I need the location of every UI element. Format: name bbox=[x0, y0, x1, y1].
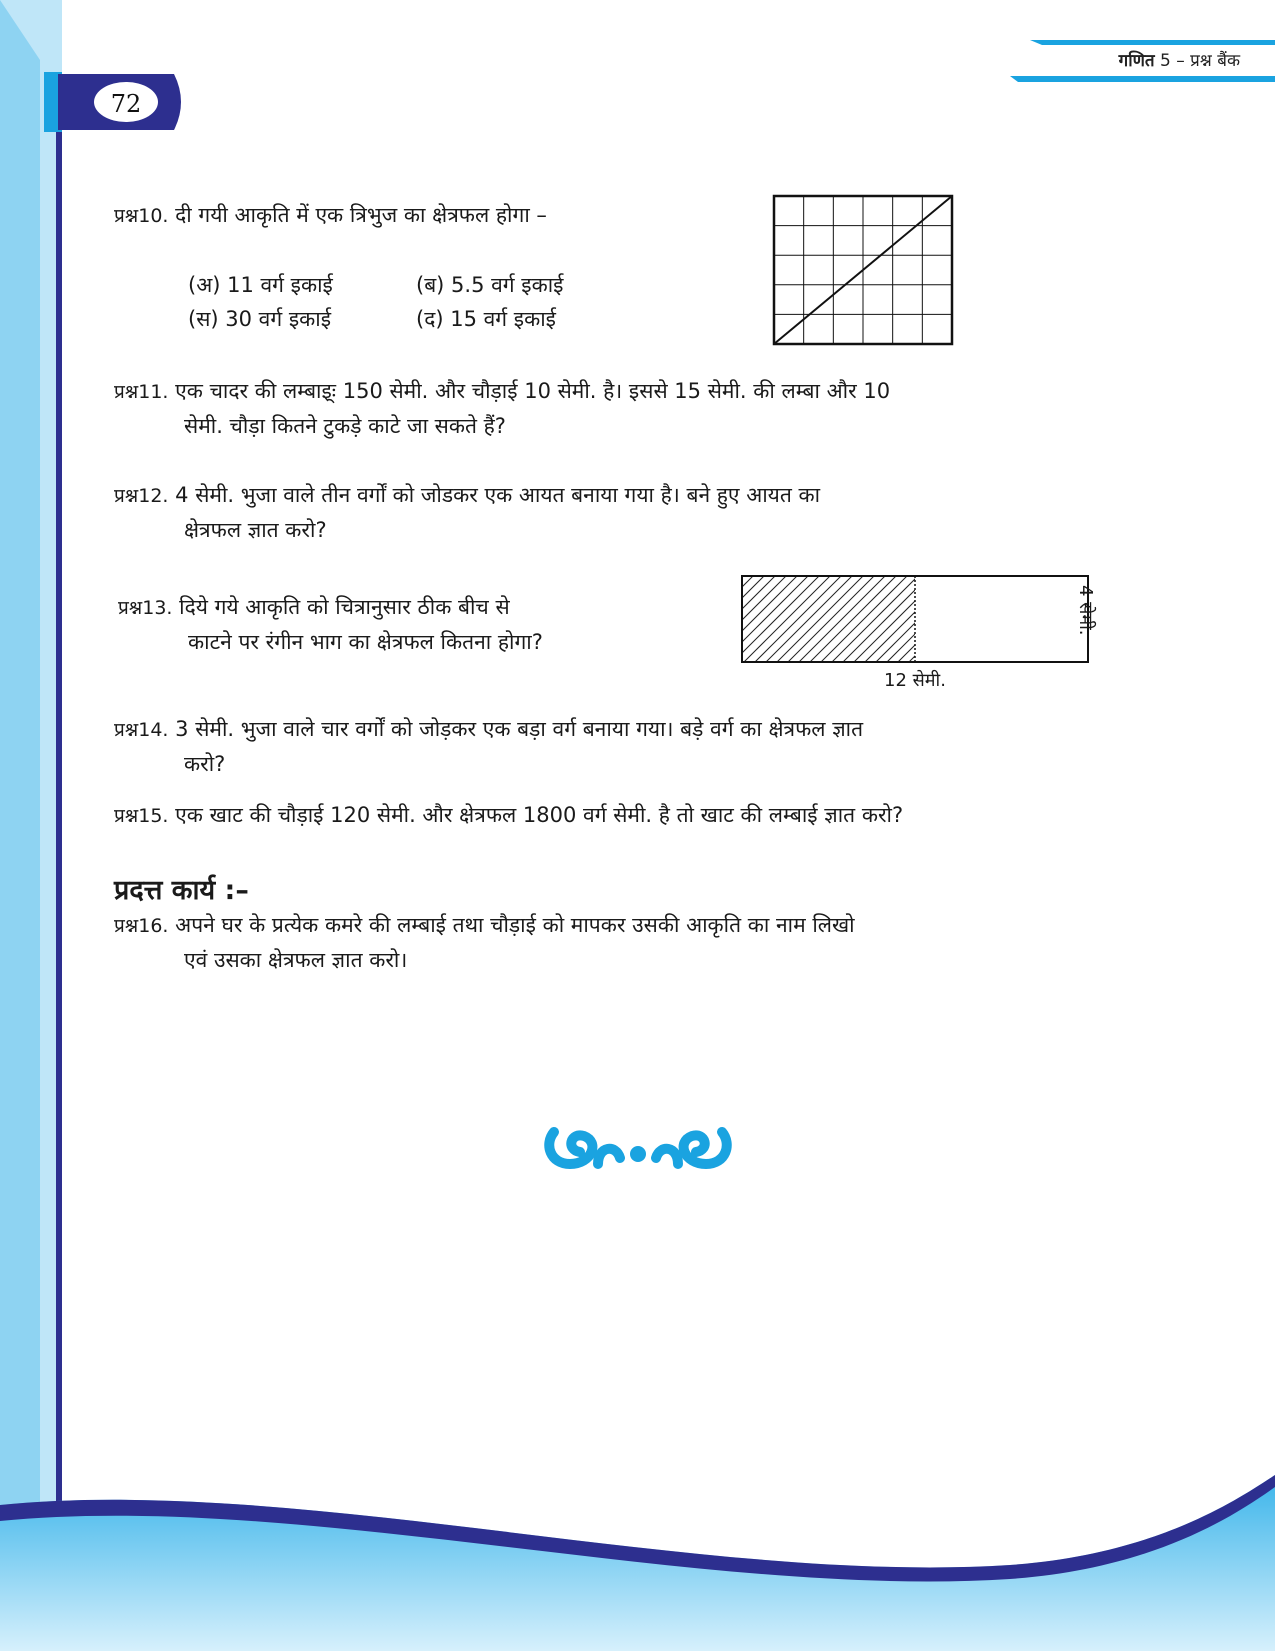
question-label: प्रश्न10. bbox=[114, 205, 169, 227]
question-label: प्रश्न12. bbox=[114, 485, 169, 507]
question-label: प्रश्न14. bbox=[114, 719, 169, 741]
question-text: दी गयी आकृति में एक त्रिभुज का क्षेत्रफल होगा – bbox=[175, 203, 547, 227]
option-c: (स) 30 वर्ग इकाई bbox=[188, 307, 332, 331]
shaded-half bbox=[740, 576, 1083, 662]
triangle-grid-figure bbox=[772, 194, 954, 346]
bottom-wave-decoration bbox=[0, 1465, 1275, 1651]
rectangle-width-label: 12 सेमी. bbox=[884, 670, 946, 691]
question-label: प्रश्न11. bbox=[114, 381, 169, 403]
question-10 bbox=[114, 198, 754, 233]
question-text-line2: सेमी. चौड़ा कितने टुकड़े काटे जा सकते हैं? bbox=[184, 414, 506, 438]
question-label: प्रश्न13. bbox=[118, 597, 173, 619]
question-text-line2: क्षेत्रफल ज्ञात करो? bbox=[184, 518, 327, 542]
page-number: 72 bbox=[110, 90, 142, 118]
question-text-line1: एक चादर की लम्बाइ्ः 150 सेमी. और चौड़ाई 10 सेमी. है। इससे 15 सेमी. की लम्बा और 10 bbox=[175, 379, 891, 403]
option-a: (अ) 11 वर्ग इकाई bbox=[188, 273, 333, 297]
question-text-line2: एवं उसका क्षेत्रफल ज्ञात करो। bbox=[184, 948, 408, 972]
question-text-line2: करो? bbox=[184, 752, 226, 776]
header-title bbox=[1000, 48, 1240, 71]
question-14 bbox=[114, 712, 1214, 781]
question-13 bbox=[118, 590, 718, 659]
question-label: प्रश्न15. bbox=[114, 805, 169, 827]
question-11 bbox=[114, 374, 1194, 443]
question-text-line2: काटने पर रंगीन भाग का क्षेत्रफल कितना होगा? bbox=[188, 630, 543, 654]
question-15 bbox=[114, 798, 1234, 833]
header-title-rest: 5 – प्रश्न बैंक bbox=[1160, 51, 1240, 71]
question-label: प्रश्न16. bbox=[114, 915, 169, 937]
question-10-options bbox=[188, 268, 708, 336]
question-12 bbox=[114, 478, 1194, 547]
question-text-line1: 4 सेमी. भुजा वाले तीन वर्गों को जोडकर एक आयत बनाया गया है। बने हुए आयत का bbox=[175, 483, 821, 507]
question-text-line1: एक खाट की चौड़ाई 120 सेमी. और क्षेत्रफल 1800 वर्ग सेमी. है तो खाट की लम्बाई ज्ञात करो? bbox=[175, 803, 904, 827]
question-text-line1: 3 सेमी. भुजा वाले चार वर्गों को जोड़कर एक बड़ा वर्ग बनाया गया। बड़े वर्ग का क्षेत्रफल ज्ञात bbox=[175, 717, 864, 741]
question-text-line1: दिये गये आकृति को चित्रानुसार ठीक बीच से bbox=[179, 595, 510, 619]
option-b: (ब) 5.5 वर्ग इकाई bbox=[416, 273, 564, 297]
assignment-heading: प्रदत्त कार्य :– bbox=[114, 875, 249, 906]
question-text-line1: अपने घर के प्रत्येक कमरे की लम्बाई तथा चौड़ाई को मापकर उसकी आकृति का नाम लिखो bbox=[175, 913, 855, 937]
end-ornament-icon bbox=[540, 1120, 736, 1176]
left-border-band bbox=[0, 0, 62, 1651]
rectangle-height-label: 4 सेमी. bbox=[1075, 585, 1096, 636]
header-subject: गणित bbox=[1118, 51, 1155, 71]
question-16 bbox=[114, 908, 1194, 977]
option-d: (द) 15 वर्ग इकाई bbox=[416, 307, 556, 331]
